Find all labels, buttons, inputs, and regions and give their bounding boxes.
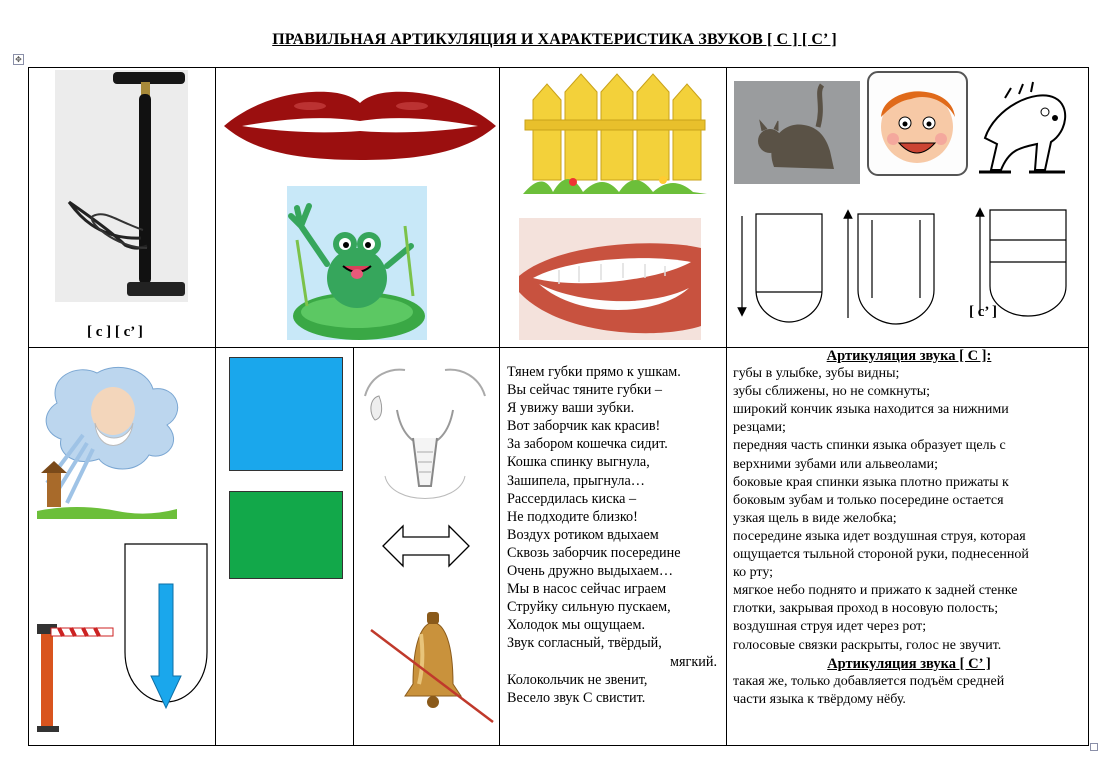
poem-line: Зашипела, прыгнула… [507,472,645,489]
lips-image [222,86,498,162]
poem-line: Тянем губки прямо к ушкам. [507,364,681,380]
fence-image [523,70,707,196]
poem-line: Сквозь заборчик посередине [507,544,681,561]
pump-image [55,70,188,302]
cat-image [734,81,860,184]
poem-line: Рассердилась киска – [507,490,637,507]
poem-line: Холодок мы ощущаем. [507,617,645,634]
articulation-line: губы в улыбке, зубы видны; [733,366,900,382]
articulation-line: резцами; [733,420,786,436]
pump-caption: [ с ] [ с’ ] [87,324,143,340]
page-title: ПРАВИЛЬНАЯ АРТИКУЛЯЦИЯ И ХАРАКТЕРИСТИКА ЗВУКОВ [ С ] [ С’ ] [272,31,837,48]
poem-line: Я увижу ваши зубки. [507,400,635,417]
poem-line: Вот заборчик как красив! [507,418,661,435]
articulation-block [733,347,1085,709]
poem-line: мягкий. [670,653,717,670]
hedgehog-figure-image [975,78,1079,182]
blue-square [229,357,343,471]
poem-line: Струйку сильную пускаем, [507,599,671,616]
articulation-line: зубы сближены, но не сомкнуты; [733,384,931,400]
poem-block [507,363,721,707]
articulation-line: узкая щель в виде желобка; [733,510,897,526]
articulation-line: широкий кончик языка находится за нижними [733,402,1009,418]
heading-s: Артикуляция звука [ С ]: [826,348,992,364]
articulation-line: части языка к твёрдому нёбу. [733,691,906,707]
boy-image [867,71,968,176]
poem-line: Очень дружно выдыхаем… [507,563,674,580]
table-divider [215,68,216,745]
poem-line: Звук согласный, твёрдый, [507,635,662,652]
poem-line: Вы сейчас тяните губки – [507,382,663,399]
articulation-line: ко рту; [733,565,774,581]
poem-line: Воздух ротиком вдыхаем [507,526,659,543]
articulation-line: голосовые связки раскрыты, голос не звучит. [733,637,1002,653]
wind-image [37,363,187,519]
double-arrow-icon [381,524,471,568]
frog-image [287,186,427,340]
crossed-bell-icon [369,604,497,726]
airflow-diagram [123,542,209,710]
poem-line: Весело звук С свистит. [507,689,646,706]
heading-s-soft: Артикуляция звука [ С’ ] [827,655,991,672]
articulation-line: мягкое небо поднято и прижато к задней стенке [733,583,1018,599]
table-move-handle[interactable]: ✥ [13,54,24,65]
articulation-line: верхними зубами или альвеолами; [733,456,938,472]
articulation-line: такая же, только добавляется подъём средней [733,673,1005,689]
poem-line: Мы в насос сейчас играем [507,581,667,598]
articulation-line: боковые края спинки языка плотно прижаты к [733,474,1009,490]
articulation-line: воздушная струя идет через рот; [733,619,927,635]
table-divider [726,68,727,745]
poem-line: Не подходите близко! [507,508,638,525]
articulation-line: посередине языка идет воздушная струя, которая [733,528,1026,544]
smile-image [519,218,701,340]
poem-line: За забором кошечка сидит. [507,436,668,453]
articulation-line: глотки, закрывая проход в носовую полость; [733,601,999,617]
articulation-line: передняя часть спинки языка образует щель с [733,438,1006,454]
table-divider [353,348,354,745]
tongue-diagrams [732,206,1088,326]
table-divider [499,68,500,745]
green-square [229,491,343,579]
tongue-caption: [ с’ ] [969,304,998,320]
poem-line: Кошка спинку выгнула, [507,454,650,471]
articulation-table [28,67,1089,746]
throat-image [361,366,489,518]
barrier-image [37,618,115,733]
table-resize-handle[interactable] [1090,743,1098,751]
poem-line: Колокольчик не звенит, [507,671,648,688]
articulation-line: боковым зубам и только посередине остается [733,492,1004,508]
articulation-line: ощущается тыльной стороной руки, поднесенной [733,547,1029,563]
